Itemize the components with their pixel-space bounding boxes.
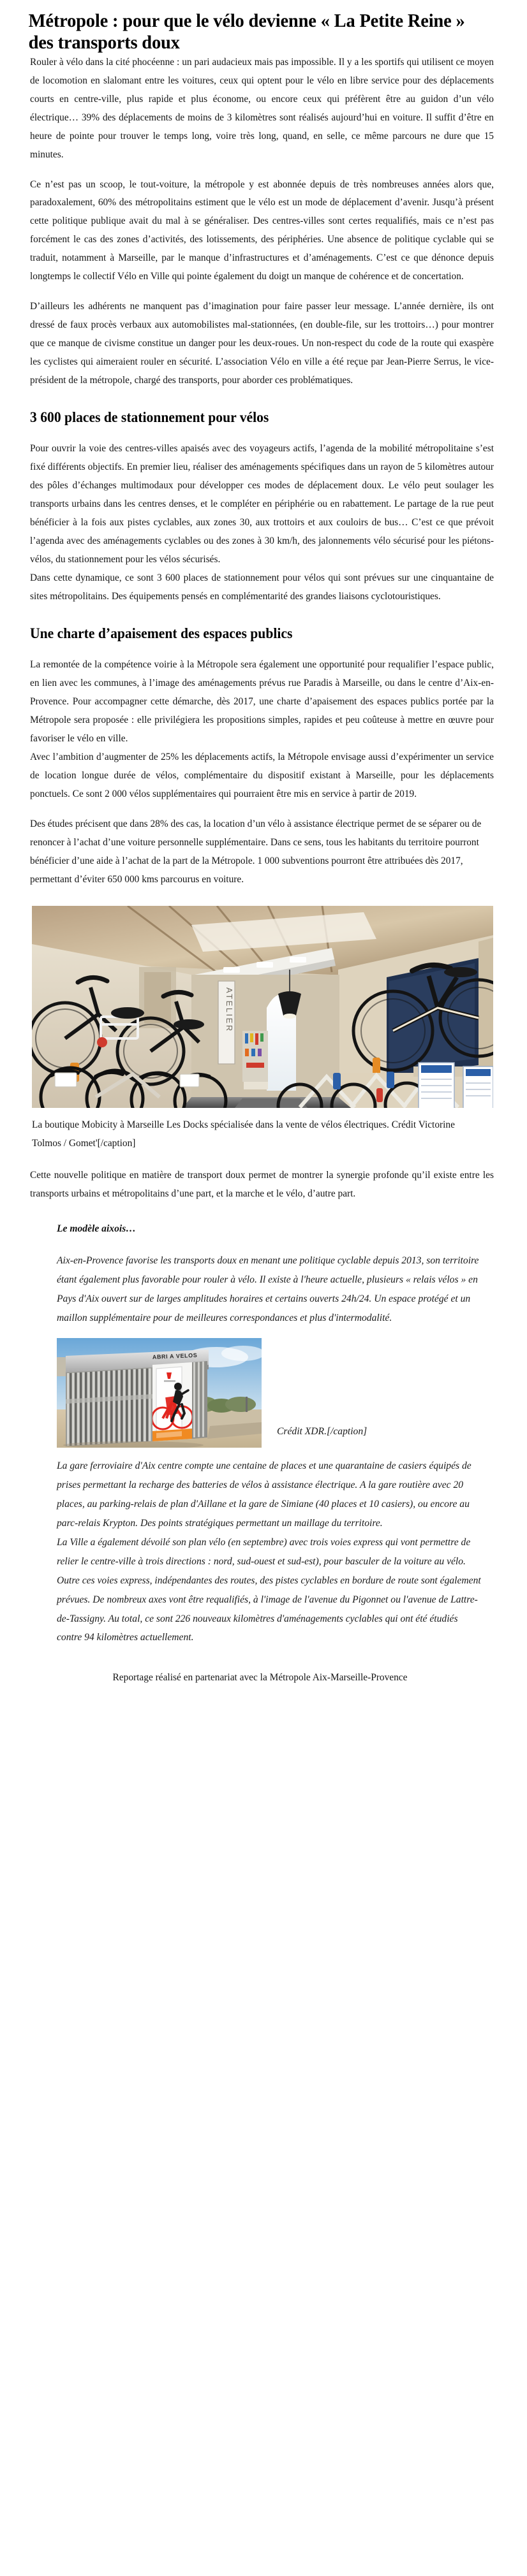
paragraph-intro: Rouler à vélo dans la cité phocéenne : un pari audacieux mais pas impossible. Il y a les sportifs qui utilisent ce moyen de locomotion en slalomant entre les voitures, ceux qui optent pour le vélo en libre service pour des déplacements courts en centre-ville, plus rapide et plus économe, ou encore ceux qui préfèrent être au guidon d’un vélo électrique… 39% des déplacements de moins de 3 kilomètres sont réalisés aujourd’hui en voiture. Il suffit d’être en heure de pointe pour trouver le temps long, voire très long, quand, en selle, ce même parcours ne dure que 15 minutes. (30, 56, 494, 160)
paragraph-competence-voirie: La remontée de la compétence voirie à la Métropole sera également une opportunité pour requalifier l’espace public, en lien avec les communes, à l’image des aménagements prévus rue Paradis à Marseille, ou dans le centre d’Aix-en-Provence. Pour accompagner cette démarche, dès 2017, une charte d’apaisement des espaces publics portée par la Métropole sera proposée : elle privilégiera les propositions simples, rapides et peu coûteuse à mettre en œuvre pour favoriser le vélo en ville. (30, 659, 494, 745)
paragraph-tout-voiture: Ce n’est pas un scoop, le tout-voiture, la métropole y est abonnée depuis de très nombreuses années alors que, paradoxalement, 60% des métropolitains estiment que le vélo est un mode de déplacement d’avenir. Jusqu’à présent cette politique publique avait du mal à se généraliser. Des centres-villes sont certes requalifiés, mais ce n’est pas forcément le cas des zones d’activités, des lotissements, des périphéries. Une absence de politique cyclable qui se traduit, notamment à Marseille, par le manque d’infrastructures et d’aménagements. C’est ce que dénonce depuis longtemps le collectif Vélo en Ville qui pointe également du doigt un manque de cohérence et de concertation. (30, 178, 494, 282)
figure-bike-shelter (57, 1338, 484, 1457)
paragraph-synergie: Cette nouvelle politique en matière de transport doux permet de montrer la synergie profonde qu’il existe entre les transports urbains et métropolitains d’une part, et la marche et le vélo, d’autre part. (30, 1170, 494, 1200)
closing-partnership-line: Reportage réalisé en partenariat avec la Métropole Aix-Marseille-Provence (112, 1672, 408, 1684)
section-heading-parking: 3 600 places de stationnement pour vélos (30, 409, 269, 425)
shelter-sign-text: ABRI A VELOS (152, 1351, 198, 1360)
figure-bike-shop (32, 906, 494, 1153)
page-title: Métropole : pour que le vélo devienne « La Petite Reine » des transports doux (28, 10, 465, 53)
article-body (0, 54, 527, 1687)
paragraph-adherents: D’ailleurs les adhérents ne manquent pas d’imagination pour faire passer leur message. L’année dernière, ils ont dressé de faux procès verbaux aux automobilistes mal-stationnées, (en double-file, sur les trottoirs…) pour montrer que ce manque de civisme constitue un danger pour les deux-roues. Un non-respect du code de la route qui exaspère les cyclistes qui aimeraient rouler en sécurité. L’association Vélo en ville a été reçue par Jean-Pierre Serrus, le vice-président de la métropole, chargé des transports, pour aborder ces problématiques. (30, 301, 494, 386)
svg-text:ATELIER: ATELIER (225, 987, 234, 1033)
paragraph-ambition: Avec l’ambition d’augmenter de 25% les déplacements actifs, la Métropole envisage aussi d’expérimenter un service de location longue durée de vélos, complémentaire du dispositif existant à Marseille, pour les déplacements ponctuels. Ce sont 2 000 vélos supplémentaires qui pourraient être mis en service à partir de 2019. (30, 752, 494, 800)
photo-bike-shop (32, 906, 493, 1108)
figure-caption-bike-shelter: Crédit XDR.[/caption] (277, 1426, 367, 1437)
aside-paragraph-plan-velo: La Ville a également dévoilé son plan vélo (en septembre) avec trois voies express qui vont permettre de relier le centre-ville à trois directions : nord, sud-ouest et sud-est), pour basculer de la voiture au vélo. Outre ces voies express, indépendantes des routes, des pistes cyclables en bordure de route sont également prévues. De nombreux axes vont être requalifiés, à l'image de l'avenue du Pigonnet ou l'avenue de Lattre-de-Tassigny. Au total, ce sont 226 nouveaux kilomètres d'aménagements cyclables qui ont été étudiés contre 94 kilomètres actuellement. (57, 1536, 481, 1643)
photo-bike-shelter (57, 1338, 262, 1448)
paragraph-agenda-mobilite: Pour ouvrir la voie des centres-villes apaisés avec des voyageurs actifs, l’agenda de la mobilité métropolitaine s’est fixé différents objectifs. En premier lieu, réaliser des aménagements spécifiques dans un rayon de 5 kilomètres autour des pôles d’échanges multimodaux pour développer ces modes de déplacement doux. Le vélo peut soulager les transports urbains dans les centres denses, et le compléter en périphérie ou en rabattement. Le partage de la rue peut bénéficier à la fois aux pistes cyclables, aux zones 30, aux trottoirs et aux couloirs de bus… C’est ce que prévoit l’agenda avec des aménagements cyclables ou des zones à 30 km/h, des jalonnements vélo sécurisé pour les piétons-vélos, du stationnement pour les vélos sécurisés. (30, 443, 494, 565)
figure-caption-bike-shop: La boutique Mobicity à Marseille Les Docks spécialisée dans la vente de vélos électriques. Crédit Victorine Tolmos / Gomet'[/caption] (32, 1119, 455, 1149)
aside-heading: Le modèle aixois… (57, 1223, 136, 1235)
aside-paragraph-gare: La gare ferroviaire d'Aix centre compte une centaine de places et une quarantaine de casiers équipés de prises permettant la recharge des batteries de vélos à assistance électrique. A la gare routière avec 20 places, au parking-relais de plan d'Aillane et la gare de Simiane (40 places et 10 casiers), ou encore au parc-relais Krypton. Des points stratégiques permettant un maillage du territoire. (57, 1460, 471, 1529)
section-heading-charte: Une charte d’apaisement des espaces publics (30, 625, 293, 641)
paragraph-dynamique: Dans cette dynamique, ce sont 3 600 places de stationnement pour vélos qui sont prévues sur une cinquantaine de sites métropolitains. Des équipements pensés en complémentarité des grandes liaisons cyclotouristiques. (30, 572, 494, 602)
aside-paragraph-relais-velos: Aix-en-Provence favorise les transports doux en menant une politique cyclable depuis 2013, son territoire étant également plus favorable pour rouler à vélo. Il existe à l'heure actuelle, plusieurs « relais vélos » en Pays d'Aix ouvert sur de larges amplitudes horaires et certains ouverts 24h/24. Un espace protégé et un maillon supplémentaire pour de meilleures correspondances et plus d'intermodalité. (57, 1255, 479, 1324)
paragraph-etudes: Des études précisent que dans 28% des cas, la location d’un vélo à assistance électrique permet de se séparer ou de renoncer à l’achat d’une voiture personnelle supplémentaire. Dans ce sens, tous les habitants du territoire pourront bénéficier d’une aide à l’achat de la part de la Métropole. 1 000 subventions pourront être attribuées dès 2017, permettant d’éviter 650 000 kms parcourus en voiture. (30, 819, 482, 885)
aside-modele-aixois (30, 1221, 494, 1647)
